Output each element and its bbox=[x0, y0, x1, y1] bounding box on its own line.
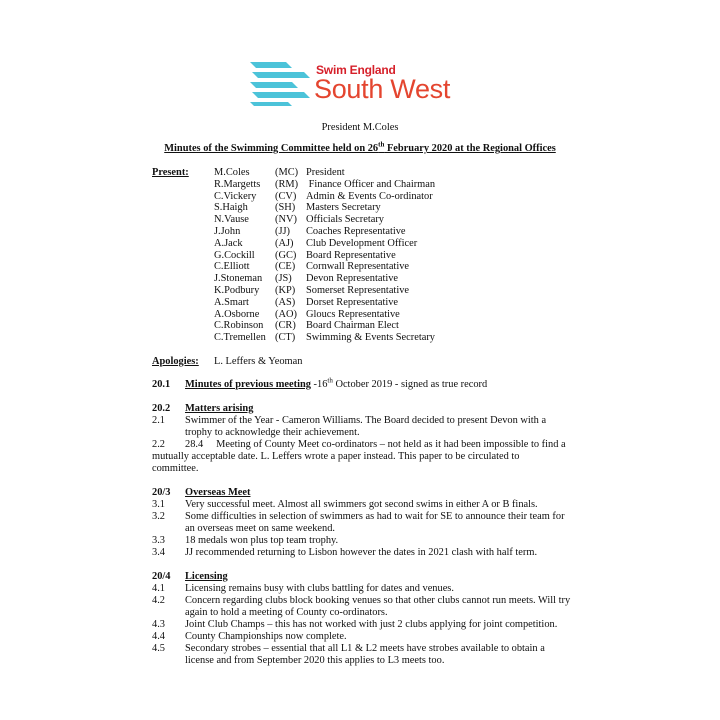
item-text: 18 medals won plus top team trophy. bbox=[185, 535, 339, 546]
item-text: County Championships now complete. bbox=[185, 631, 347, 642]
apologies-label: Apologies: bbox=[152, 356, 199, 367]
item-number: 3.3 bbox=[152, 535, 165, 546]
section-title: Minutes of previous meeting bbox=[185, 379, 311, 390]
brand-top-text: Swim England bbox=[316, 63, 396, 77]
member-initials: (RM) bbox=[275, 178, 299, 190]
item-text: Secondary strobes – essential that all L1 & L2 meets have strobes available to obtain a license and from September 2020 this applies to L3 meets too. bbox=[185, 643, 545, 666]
item-number: 4.3 bbox=[152, 619, 165, 630]
member-role: Admin & Events Co-ordinator bbox=[306, 190, 433, 202]
swim-england-logo bbox=[248, 58, 478, 110]
member-role: Cornwall Representative bbox=[306, 261, 410, 273]
brand-main-text: South West bbox=[314, 74, 451, 104]
section-20-1-line bbox=[185, 376, 488, 390]
item-number: 3.2 bbox=[152, 511, 165, 522]
item-text: Joint Club Champs – this has not worked with just 2 clubs applying for joint competition. bbox=[185, 619, 558, 630]
present-label: Present: bbox=[152, 167, 189, 178]
item-number: 2.2 bbox=[152, 439, 165, 450]
member-role: Gloucs Representative bbox=[306, 308, 400, 320]
member-initials: (CE) bbox=[275, 261, 296, 273]
member-name: C.Robinson bbox=[214, 320, 264, 332]
superscript: th bbox=[327, 376, 333, 385]
item-number: 4.5 bbox=[152, 643, 165, 654]
member-name: C.Vickery bbox=[214, 190, 257, 202]
member-initials: (SH) bbox=[275, 202, 296, 214]
member-initials: (JS) bbox=[275, 273, 292, 285]
item-number: 3.4 bbox=[152, 547, 165, 558]
member-name: G.Cockill bbox=[214, 249, 255, 261]
member-role: Masters Secretary bbox=[306, 202, 381, 214]
member-role: Coaches Representative bbox=[306, 226, 406, 237]
text-fragment: October 2019 - signed as true record bbox=[332, 379, 488, 390]
member-name: C.Elliott bbox=[214, 261, 250, 273]
member-name: K.Podbury bbox=[214, 285, 260, 296]
member-role: Somerset Representative bbox=[306, 285, 410, 296]
item-text: Concern regarding clubs block booking venues so that other clubs cannot run meets. Will try again to hold a meeting of County co-ordinators. bbox=[185, 595, 571, 618]
member-role: Board Chairman Elect bbox=[306, 320, 399, 332]
item-text: Some difficulties in selection of swimmers as had to wait for SE to announce their team for an overseas meet on same weekend. bbox=[185, 511, 565, 534]
member-role: Board Representative bbox=[306, 249, 396, 261]
member-name: J.Stoneman bbox=[214, 273, 263, 285]
apologies-text: L. Leffers & Yeoman bbox=[214, 356, 303, 367]
item-text: JJ recommended returning to Lisbon however the dates in 2021 clash with half term. bbox=[185, 547, 538, 558]
member-initials: (KP) bbox=[275, 285, 296, 296]
section-number: 20.2 bbox=[152, 403, 171, 414]
member-name: M.Coles bbox=[214, 167, 250, 178]
wave-flag-icon bbox=[248, 58, 312, 110]
member-name: R.Margetts bbox=[214, 178, 261, 190]
member-name: J.John bbox=[214, 226, 241, 237]
item-number: 3.1 bbox=[152, 499, 165, 510]
member-name: N.Vause bbox=[214, 214, 249, 226]
member-initials: (CT) bbox=[275, 332, 296, 344]
item-text: Licensing remains busy with clubs battling for dates and venues. bbox=[185, 583, 454, 594]
item-text: Swimmer of the Year - Cameron Williams. The Board decided to present Devon with a trophy to acknowledge their achievement. bbox=[185, 415, 547, 438]
item-text: Very successful meet. Almost all swimmers got second swims in either A or B finals. bbox=[185, 499, 538, 510]
section-title: Matters arising bbox=[185, 403, 254, 414]
item-number: 2.1 bbox=[152, 415, 165, 426]
member-initials: (GC) bbox=[275, 249, 297, 261]
section-number: 20.1 bbox=[152, 379, 171, 390]
section-number: 20/3 bbox=[152, 487, 171, 498]
member-role: President bbox=[306, 167, 345, 178]
member-role: Finance Officer and Chairman bbox=[306, 178, 436, 190]
item-number: 4.1 bbox=[152, 583, 165, 594]
member-role: Club Development Officer bbox=[306, 237, 418, 249]
item-number: 4.4 bbox=[152, 631, 165, 642]
item-number: 4.2 bbox=[152, 595, 165, 606]
member-name: A.Smart bbox=[214, 296, 249, 308]
member-role: Swimming & Events Secretary bbox=[306, 332, 435, 344]
member-name: A.Jack bbox=[214, 237, 243, 249]
member-name: A.Osborne bbox=[214, 308, 260, 320]
member-initials: (MC) bbox=[275, 167, 299, 178]
member-initials: (NV) bbox=[275, 214, 297, 226]
section-title: Licensing bbox=[185, 571, 228, 582]
member-initials: (CV) bbox=[275, 190, 297, 202]
item-text: mutually acceptable date. L. Leffers wrote a paper instead. This paper to be circulated to committee. bbox=[152, 451, 520, 474]
member-name: C.Tremellen bbox=[214, 332, 266, 344]
member-role: Dorset Representative bbox=[306, 296, 399, 308]
member-name: S.Haigh bbox=[214, 202, 248, 214]
member-role: Devon Representative bbox=[306, 273, 399, 285]
member-role: Officials Secretary bbox=[306, 214, 384, 226]
item-text: 28.4 Meeting of County Meet co-ordinators – not held as it had been impossible to find a bbox=[185, 439, 566, 450]
section-number: 20/4 bbox=[152, 571, 171, 582]
member-initials: (AO) bbox=[275, 308, 297, 320]
member-initials: (AJ) bbox=[275, 237, 294, 249]
member-initials: (CR) bbox=[275, 320, 296, 332]
member-initials: (AS) bbox=[275, 296, 296, 308]
section-title: Overseas Meet bbox=[185, 487, 251, 498]
text-fragment: -16 bbox=[310, 379, 328, 390]
president-line: President M.Coles bbox=[321, 122, 399, 133]
minutes-heading: Minutes of the Swimming Committee held on 26th February 2020 at the Regional Offices bbox=[164, 140, 556, 154]
member-initials: (JJ) bbox=[275, 226, 291, 237]
